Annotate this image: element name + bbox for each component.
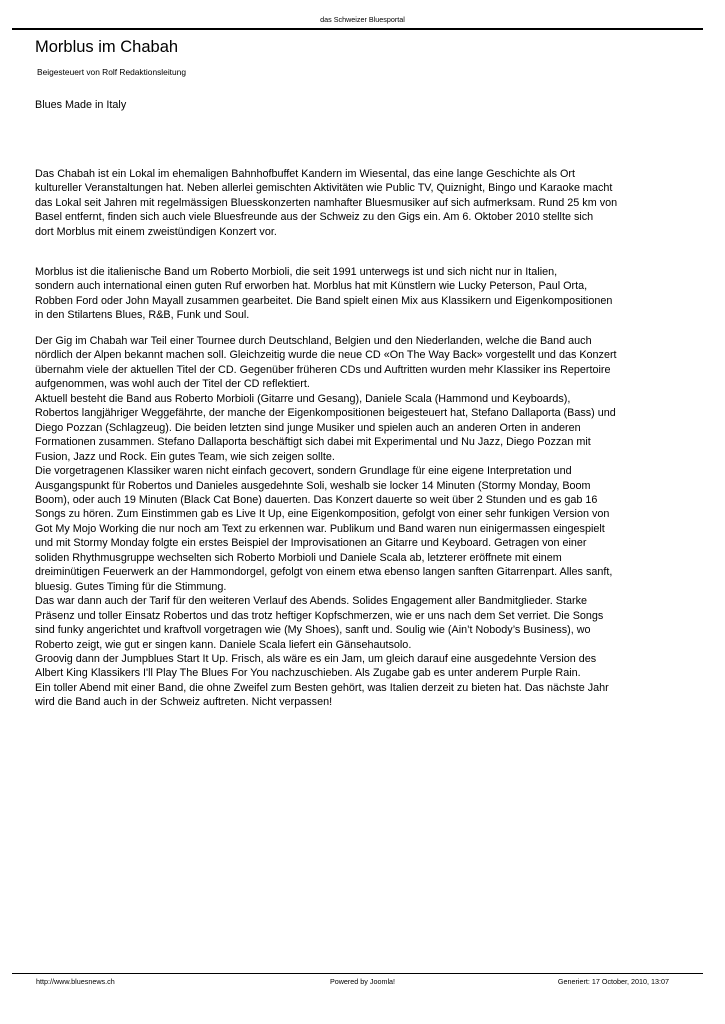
text-line: Ein toller Abend mit einer Band, die ohne Zweifel zum Besten gehört, was Italien derzeit zu bieten hat. Das nächste Jahr — [35, 681, 609, 694]
text-line: Groovig dann der Jumpblues Start It Up. Frisch, als wäre es ein Jam, um gleich darauf eine ausgedehnte Version des — [35, 652, 597, 665]
footer-powered-by: Powered by Joomla! — [329, 977, 396, 986]
text-line: Robertos langjähriger Weggefährte, der manche der Eigenkompositionen beigesteuert hat, Stefano Dallaporta (Bass) und — [35, 407, 616, 420]
site-name-header: das Schweizer Bluesportal — [320, 15, 405, 24]
paragraph-1 — [35, 167, 705, 239]
text-line: nördlich der Alpen bekannt machen soll. Gleichzeitig wurde die neue CD «On The Way Back» vorgestellt und das Konzert — [35, 349, 617, 362]
text-line: Der Gig im Chabah war Teil einer Tournee durch Deutschland, Belgien und den Niederlanden, welche die Band auch — [35, 335, 592, 347]
text-line: Präsenz und toller Einsatz Robertos und das trotz heftiger Kopfschmerzen, wie er uns nach dem Set verriet. Die Songs — [35, 609, 604, 622]
text-line: soliden Rhythmusgruppe wechselten sich Roberto Morbioli und Daniele Scala ab, letzterer eröffnete mit einem — [35, 551, 562, 564]
text-line: aufgenommen, was wohl auch der Titel der CD reflektiert. — [35, 378, 310, 391]
text-line: das Lokal seit Jahren mit regelmässigen Bluesskonzerten namhafter Bluesmusiker auf sich aufmerksam. Rund 25 km von — [35, 196, 618, 209]
text-line: Got My Mojo Working die nur noch am Text zu erkennen war. Publikum und Band waren nun einigermassen eingespielt — [35, 522, 605, 535]
text-line: Das war dann auch der Tarif für den weiteren Verlauf des Abends. Solides Engagement aller Bandmitglieder. Starke — [35, 595, 587, 608]
text-line: übernahm viele der aktuellen Titel der CD. Gegenüber früheren CDs und Auftritten wurden mehr Klassiker ins Repertoire — [35, 363, 611, 376]
text-line: Basel entfernt, finden sich auch viele Bluesfreunde aus der Schweiz zu den Gigs ein. Am 6. Oktober 2010 stellte sich — [35, 211, 594, 224]
text-line: Formationen zusammen. Stefano Dallaporta beschäftigt sich dabei mit Experimental und Nu Jazz, Diego Pozzan mit — [35, 436, 591, 449]
text-line: sind funky angerichtet und kraftvoll vorgetragen wie (My Shoes), sanft und. Soulig wie (Ain’t Nobody’s Business), wo — [35, 624, 591, 637]
footer-divider — [12, 973, 703, 974]
text-line: wird die Band auch in der Schweiz auftreten. Nicht verpassen! — [35, 696, 333, 709]
text-line: Die vorgetragenen Klassiker waren nicht einfach gecovert, sondern Grundlage für eine eigene Interpretation und — [35, 465, 572, 478]
text-line: Fusion, Jazz und Rock. Ein gutes Team, wie sich zeigen sollte. — [35, 450, 335, 463]
text-line: bluesig. Gutes Timing für die Stimmung. — [35, 580, 227, 593]
text-line: Roberto zeigt, wie gut er singen kann. Daniele Scala liefert ein Gänsehautsolo. — [35, 638, 412, 651]
footer-site-link[interactable]: http://www.bluesnews.ch — [36, 977, 115, 986]
text-line: Songs zu hören. Zum Einstimmen gab es Live It Up, eine Eigenkomposition, gefolgt von einer sehr funkigen Version von — [35, 508, 610, 521]
article-intro: Blues Made in Italy — [35, 99, 127, 111]
text-line: Albert King Klassikers I'll Play The Blues For You nachzuschieben. Als Zugabe gab es unter anderem Purple Rain. — [35, 667, 581, 680]
text-line: und mit Stormy Monday folgte ein erstes Beispiel der Improvisationen an Gitarre und Keyboard. Getragen von einer — [35, 537, 587, 550]
paragraph-2 — [35, 265, 705, 323]
text-line: Boom), oder auch 19 Minuten (Black Cat Bone) dauerten. Das Konzert dauerte so weit über 2 Stunden und es gab 16 — [35, 493, 598, 506]
header-divider — [12, 28, 703, 30]
text-line: Robben Ford oder John Mayall zusammen gearbeitet. Die Band spielt einen Mix aus Klassikern und Eigenkompositionen — [35, 294, 613, 307]
article-title: Morblus im Chabah — [35, 38, 179, 56]
text-line: Ausgangspunkt für Robertos und Danieles ausgedehnte Soli, weshalb sie locker 14 Minuten (Stormy Monday, Boom — [35, 479, 591, 492]
text-line: sondern auch international einen guten Ruf erworben hat. Morblus hat mit Künstlern wie Lucky Peterson, Paul Orta, — [35, 280, 588, 293]
text-line: Aktuell besteht die Band aus Roberto Morbioli (Gitarre und Gesang), Daniele Scala (Hammond und Keyboards), — [35, 392, 571, 405]
text-line: Diego Pozzan (Schlagzeug). Die beiden letzten sind junge Musiker und spielen auch an anderen Orten in anderen — [35, 421, 581, 434]
text-line: kultureller Veranstaltungen hat. Neben allerlei gemischten Aktivitäten wie Public TV, Quiznight, Bingo und Karaoke macht — [35, 182, 613, 195]
footer-generated-timestamp: Generiert: 17 October, 2010, 13:07 — [557, 977, 669, 986]
text-line: dreiminütigen Feuerwerk an der Hammondorgel, gefolgt von einem etwa ebenso langen sanften Gitarrenpart. Alles sanft, — [35, 566, 613, 579]
text-line: dort Morblus mit einem zweistündigen Konzert vor. — [35, 225, 277, 238]
article-byline: Beigesteuert von Rolf Redaktionsleitung — [37, 67, 186, 77]
text-line: Das Chabah ist ein Lokal im ehemaligen Bahnhofbuffet Kandern im Wiesental, das eine lange Geschichte als Ort — [35, 168, 575, 180]
text-line: in den Stilartens Blues, R&B, Funk und Soul. — [35, 309, 250, 322]
text-line: Morblus ist die italienische Band um Roberto Morbioli, die seit 1991 unterwegs ist und sich nicht nur in Italien, — [35, 266, 558, 278]
paragraph-3 — [35, 334, 705, 710]
